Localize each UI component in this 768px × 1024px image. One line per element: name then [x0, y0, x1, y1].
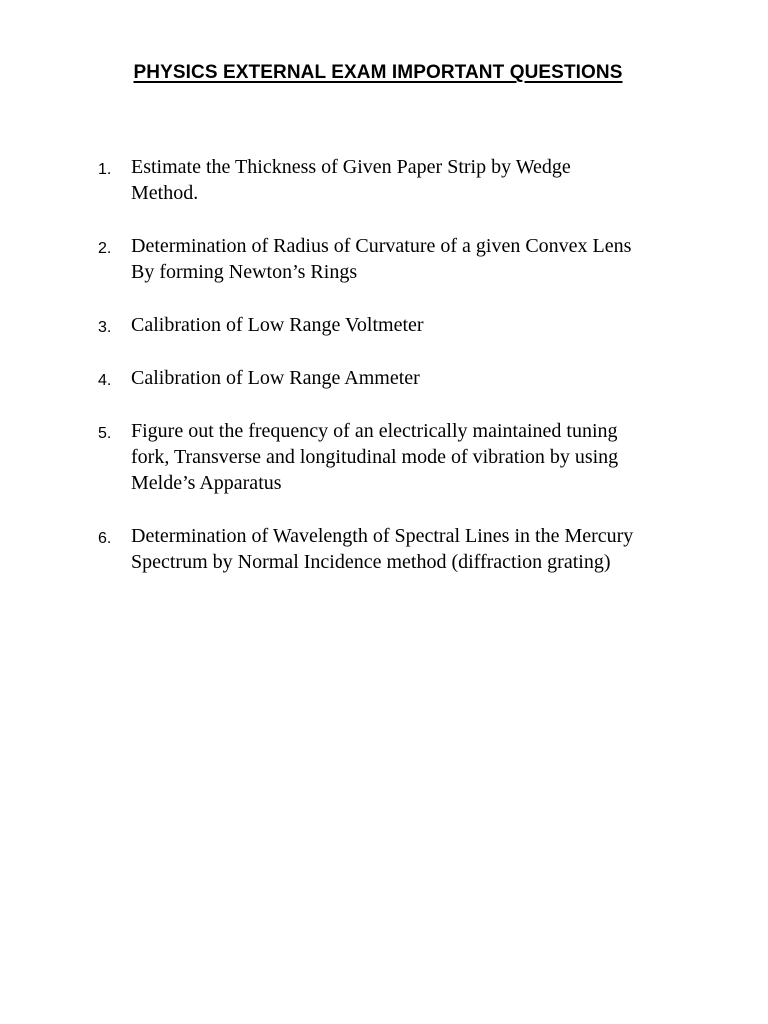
question-line: Figure out the frequency of an electrically maintained tuning [131, 420, 618, 442]
question-line: Melde’s Apparatus [131, 472, 282, 494]
question-line: By forming Newton’s Rings [131, 261, 358, 283]
question-line: Calibration of Low Range Voltmeter [131, 314, 424, 336]
question-item-4 [0, 365, 768, 391]
question-text [131, 418, 696, 496]
question-number: 4. [98, 372, 112, 389]
document-title [0, 62, 756, 84]
document-title-text: PHYSICS EXTERNAL EXAM IMPORTANT QUESTIONS [133, 62, 623, 83]
question-item-6 [0, 523, 768, 575]
question-text [131, 154, 696, 206]
question-text [131, 365, 696, 391]
question-item-1 [0, 154, 768, 206]
question-number: 3. [98, 319, 112, 336]
question-item-2 [0, 233, 768, 285]
question-line: Calibration of Low Range Ammeter [131, 367, 420, 389]
question-item-5 [0, 418, 768, 496]
question-line: Determination of Wavelength of Spectral Lines in the Mercury [131, 525, 634, 547]
question-line: Spectrum by Normal Incidence method (diffraction grating) [131, 551, 611, 573]
question-number: 1. [98, 161, 112, 178]
question-list [0, 154, 768, 602]
question-item-3 [0, 312, 768, 338]
question-text [131, 523, 696, 575]
question-line: Method. [131, 182, 199, 204]
question-text [131, 233, 696, 285]
question-line: Estimate the Thickness of Given Paper Strip by Wedge [131, 156, 571, 178]
question-line: fork, Transverse and longitudinal mode of vibration by using [131, 446, 619, 468]
question-line: Determination of Radius of Curvature of a given Convex Lens [131, 235, 632, 257]
question-number: 6. [98, 530, 112, 547]
question-text [131, 312, 696, 338]
question-number: 2. [98, 240, 112, 257]
question-number: 5. [98, 425, 112, 442]
